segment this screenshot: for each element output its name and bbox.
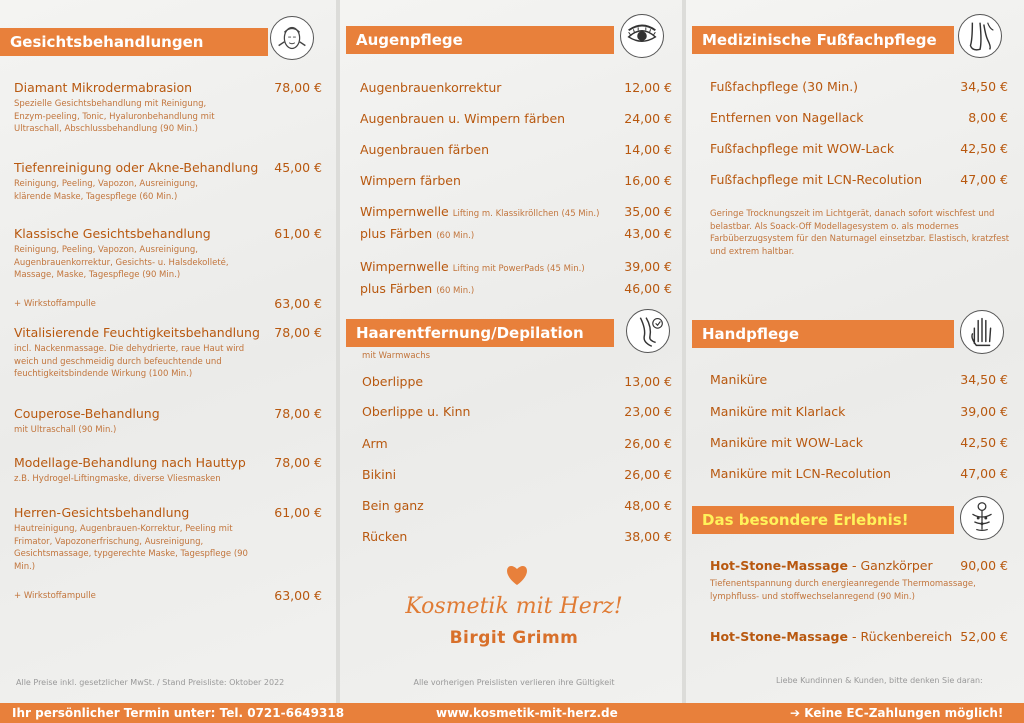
service-name: Modellage-Behandlung nach Hauttyp bbox=[14, 455, 246, 470]
service-name: Klassische Gesichtsbehandlung bbox=[14, 226, 211, 241]
section-title: Haarentfernung/Depilation bbox=[356, 324, 584, 342]
heart-icon bbox=[504, 563, 530, 587]
service-name: Fußfachpflege mit LCN-Recolution bbox=[710, 172, 923, 187]
service-name: plus Färben bbox=[360, 226, 433, 241]
service-price: 47,00 € bbox=[960, 466, 1008, 481]
phone-contact[interactable]: Ihr persönlicher Termin unter: Tel. 0721-6649318 bbox=[12, 706, 345, 720]
service-price: 24,00 € bbox=[624, 111, 672, 126]
service-price: 90,00 € bbox=[960, 558, 1008, 573]
service-price: 26,00 € bbox=[624, 436, 672, 451]
section-header-hair bbox=[346, 319, 614, 347]
service-price: 78,00 € bbox=[274, 325, 322, 340]
service-name: Oberlippe bbox=[362, 374, 424, 389]
service-name: Wimpern färben bbox=[360, 173, 461, 188]
service-price: 47,00 € bbox=[960, 172, 1008, 187]
validity-note: Alle vorherigen Preislisten verlieren ihre Gültigkeit bbox=[413, 678, 615, 687]
service-price: 52,00 € bbox=[960, 629, 1008, 644]
hand-icon bbox=[960, 310, 1004, 354]
service-price: 35,00 € bbox=[624, 204, 672, 219]
addon-price: 63,00 € bbox=[274, 588, 322, 603]
service-name: Augenbrauen färben bbox=[360, 142, 490, 157]
service-row bbox=[710, 629, 952, 645]
section-header-eyes bbox=[346, 26, 614, 54]
service-detail: - Ganzkörper bbox=[851, 558, 933, 573]
service-name: Tiefenreinigung oder Akne-Behandlung bbox=[14, 160, 259, 175]
service-name: Hot-Stone-Massage bbox=[710, 558, 848, 573]
service-name: Maniküre mit LCN-Recolution bbox=[710, 466, 891, 481]
face-icon bbox=[270, 16, 314, 60]
service-price: 38,00 € bbox=[624, 529, 672, 544]
service-row bbox=[360, 259, 585, 277]
service-price: 42,50 € bbox=[960, 141, 1008, 156]
service-description: Tiefenentspannung durch energieanregende Thermomassage, lymphfluss- und stoffwechselanregend (90 Min.) bbox=[710, 579, 976, 602]
service-price: 39,00 € bbox=[624, 259, 672, 274]
service-name: Bikini bbox=[362, 467, 397, 482]
service-name: Hot-Stone-Massage bbox=[710, 629, 848, 644]
service-name: Fußfachpflege mit WOW-Lack bbox=[710, 141, 895, 156]
service-row bbox=[360, 204, 599, 222]
service-price: 26,00 € bbox=[624, 467, 672, 482]
service-detail: (60 Min.) bbox=[436, 231, 475, 241]
foot-icon bbox=[958, 14, 1002, 58]
service-name: Vitalisierende Feuchtigkeitsbehandlung bbox=[14, 325, 260, 340]
brand-logo-text: Kosmetik mit Herz! bbox=[405, 594, 623, 619]
service-name: Fußfachpflege (30 Min.) bbox=[710, 79, 859, 94]
service-price: 43,00 € bbox=[624, 226, 672, 241]
service-price: 46,00 € bbox=[624, 281, 672, 296]
website-link[interactable]: www.kosmetik-mit-herz.de bbox=[436, 706, 618, 720]
service-name: Herren-Gesichtsbehandlung bbox=[14, 505, 190, 520]
section-title: Medizinische Fußfachpflege bbox=[702, 31, 937, 49]
service-description: mit Ultraschall (90 Min.) bbox=[14, 425, 117, 435]
service-description: Reinigung, Peeling, Vapozon, Ausreinigung, klärende Maske, Tagespflege (60 Min.) bbox=[14, 179, 198, 202]
service-row bbox=[360, 142, 489, 158]
service-price: 78,00 € bbox=[274, 80, 322, 95]
owner-name: Birgit Grimm bbox=[449, 628, 579, 648]
service-name: Augenbrauenkorrektur bbox=[360, 80, 502, 95]
foot-description: Geringe Trocknungszeit im Lichtgerät, danach sofort wischfest und belastbar. Als Soack-Off Modellagesystem o. als modernes Farbüberzugsystem für den Naturnagel einsetzbar. Elastisch, kratzfest und extrem haltbar. bbox=[710, 209, 1010, 257]
service-detail: (60 Min.) bbox=[436, 286, 475, 296]
service-row bbox=[360, 226, 474, 244]
addon-label: + Wirkstoffampulle bbox=[14, 591, 96, 601]
price-footnote: Alle Preise inkl. gesetzlicher MwSt. / Stand Preisliste: Oktober 2022 bbox=[16, 678, 285, 687]
service-name: Diamant Mikrodermabrasion bbox=[14, 80, 193, 95]
service-detail: Lifting m. Klassikröllchen (45 Min.) bbox=[452, 209, 600, 219]
service-price: 13,00 € bbox=[624, 374, 672, 389]
service-name: Wimpernwelle bbox=[360, 259, 449, 274]
service-detail: - Rückenbereich bbox=[851, 629, 953, 644]
service-name: Entfernen von Nagellack bbox=[710, 110, 864, 125]
customer-note: Liebe Kundinnen & Kunden, bitte denken Sie daran: bbox=[776, 676, 983, 685]
service-name: Maniküre bbox=[710, 372, 768, 387]
section-title: Gesichtsbehandlungen bbox=[10, 33, 204, 51]
section-header-face bbox=[0, 28, 268, 56]
service-row bbox=[360, 111, 565, 127]
service-price: 16,00 € bbox=[624, 173, 672, 188]
service-price: 39,00 € bbox=[960, 404, 1008, 419]
service-price: 48,00 € bbox=[624, 498, 672, 513]
service-name: plus Färben bbox=[360, 281, 433, 296]
section-header-special bbox=[692, 506, 954, 534]
service-price: 61,00 € bbox=[274, 226, 322, 241]
service-row bbox=[360, 281, 474, 299]
service-description: incl. Nackenmassage. Die dehydrierte, raue Haut wird weich und geschmeidig durch befeuchtende und feuchtigkeitsbindende Wirkung (100 Min.) bbox=[14, 344, 245, 379]
service-price: 23,00 € bbox=[624, 404, 672, 419]
service-price: 78,00 € bbox=[274, 455, 322, 470]
service-name: Rücken bbox=[362, 529, 408, 544]
service-name: Couperose-Behandlung bbox=[14, 406, 160, 421]
leg-icon bbox=[626, 309, 670, 353]
service-description: Hautreinigung, Augenbrauen-Korrektur, Peeling mit Frimator, Vapozonerfrischung, Ausreinigung, Gesichtsmassage, typgerechte Maske, Tagespflege (90 Min.) bbox=[14, 524, 248, 572]
service-price: 78,00 € bbox=[274, 406, 322, 421]
section-title: Handpflege bbox=[702, 325, 800, 343]
footer-bar bbox=[0, 703, 1024, 723]
payment-note: ➔ Keine EC-Zahlungen möglich! bbox=[790, 706, 1004, 720]
service-price: 61,00 € bbox=[274, 505, 322, 520]
service-name: Arm bbox=[362, 436, 388, 451]
service-row bbox=[360, 173, 461, 189]
service-price: 42,50 € bbox=[960, 435, 1008, 450]
service-name: Maniküre mit Klarlack bbox=[710, 404, 846, 419]
service-name: Oberlippe u. Kinn bbox=[362, 404, 471, 419]
service-detail: Lifting mit PowerPads (45 Min.) bbox=[452, 264, 585, 274]
service-name: Wimpernwelle bbox=[360, 204, 449, 219]
section-title: Augenpflege bbox=[356, 31, 463, 49]
service-description: Spezielle Gesichtsbehandlung mit Reinigung, Enzym-peeling, Tonic, Hyaluronbehandlung mit Ultraschall, Abschlussbehandlung (90 Min.) bbox=[14, 99, 215, 134]
massage-icon bbox=[960, 496, 1004, 540]
service-row bbox=[710, 558, 933, 574]
service-row bbox=[360, 80, 501, 96]
section-title: Das besondere Erlebnis! bbox=[702, 511, 909, 529]
service-description: Reinigung, Peeling, Vapozon, Ausreinigung, Augenbrauenkorrektur, Gesichts- u. Halsdekolleté, Massage, Maske, Tagespflege (90 Min.) bbox=[14, 245, 229, 280]
service-name: Augenbrauen u. Wimpern färben bbox=[360, 111, 566, 126]
service-price: 14,00 € bbox=[624, 142, 672, 157]
eye-icon bbox=[620, 14, 664, 58]
service-name: Bein ganz bbox=[362, 498, 424, 513]
addon-label: + Wirkstoffampulle bbox=[14, 299, 96, 309]
service-price: 12,00 € bbox=[624, 80, 672, 95]
service-price: 34,50 € bbox=[960, 79, 1008, 94]
addon-price: 63,00 € bbox=[274, 296, 322, 311]
service-name: Maniküre mit WOW-Lack bbox=[710, 435, 863, 450]
hair-note: mit Warmwachs bbox=[362, 351, 431, 361]
section-header-feet bbox=[692, 26, 954, 54]
service-description: z.B. Hydrogel-Liftingmaske, diverse Vliesmasken bbox=[14, 474, 221, 484]
service-price: 8,00 € bbox=[968, 110, 1008, 125]
section-header-hands bbox=[692, 320, 954, 348]
service-price: 34,50 € bbox=[960, 372, 1008, 387]
service-price: 45,00 € bbox=[274, 160, 322, 175]
